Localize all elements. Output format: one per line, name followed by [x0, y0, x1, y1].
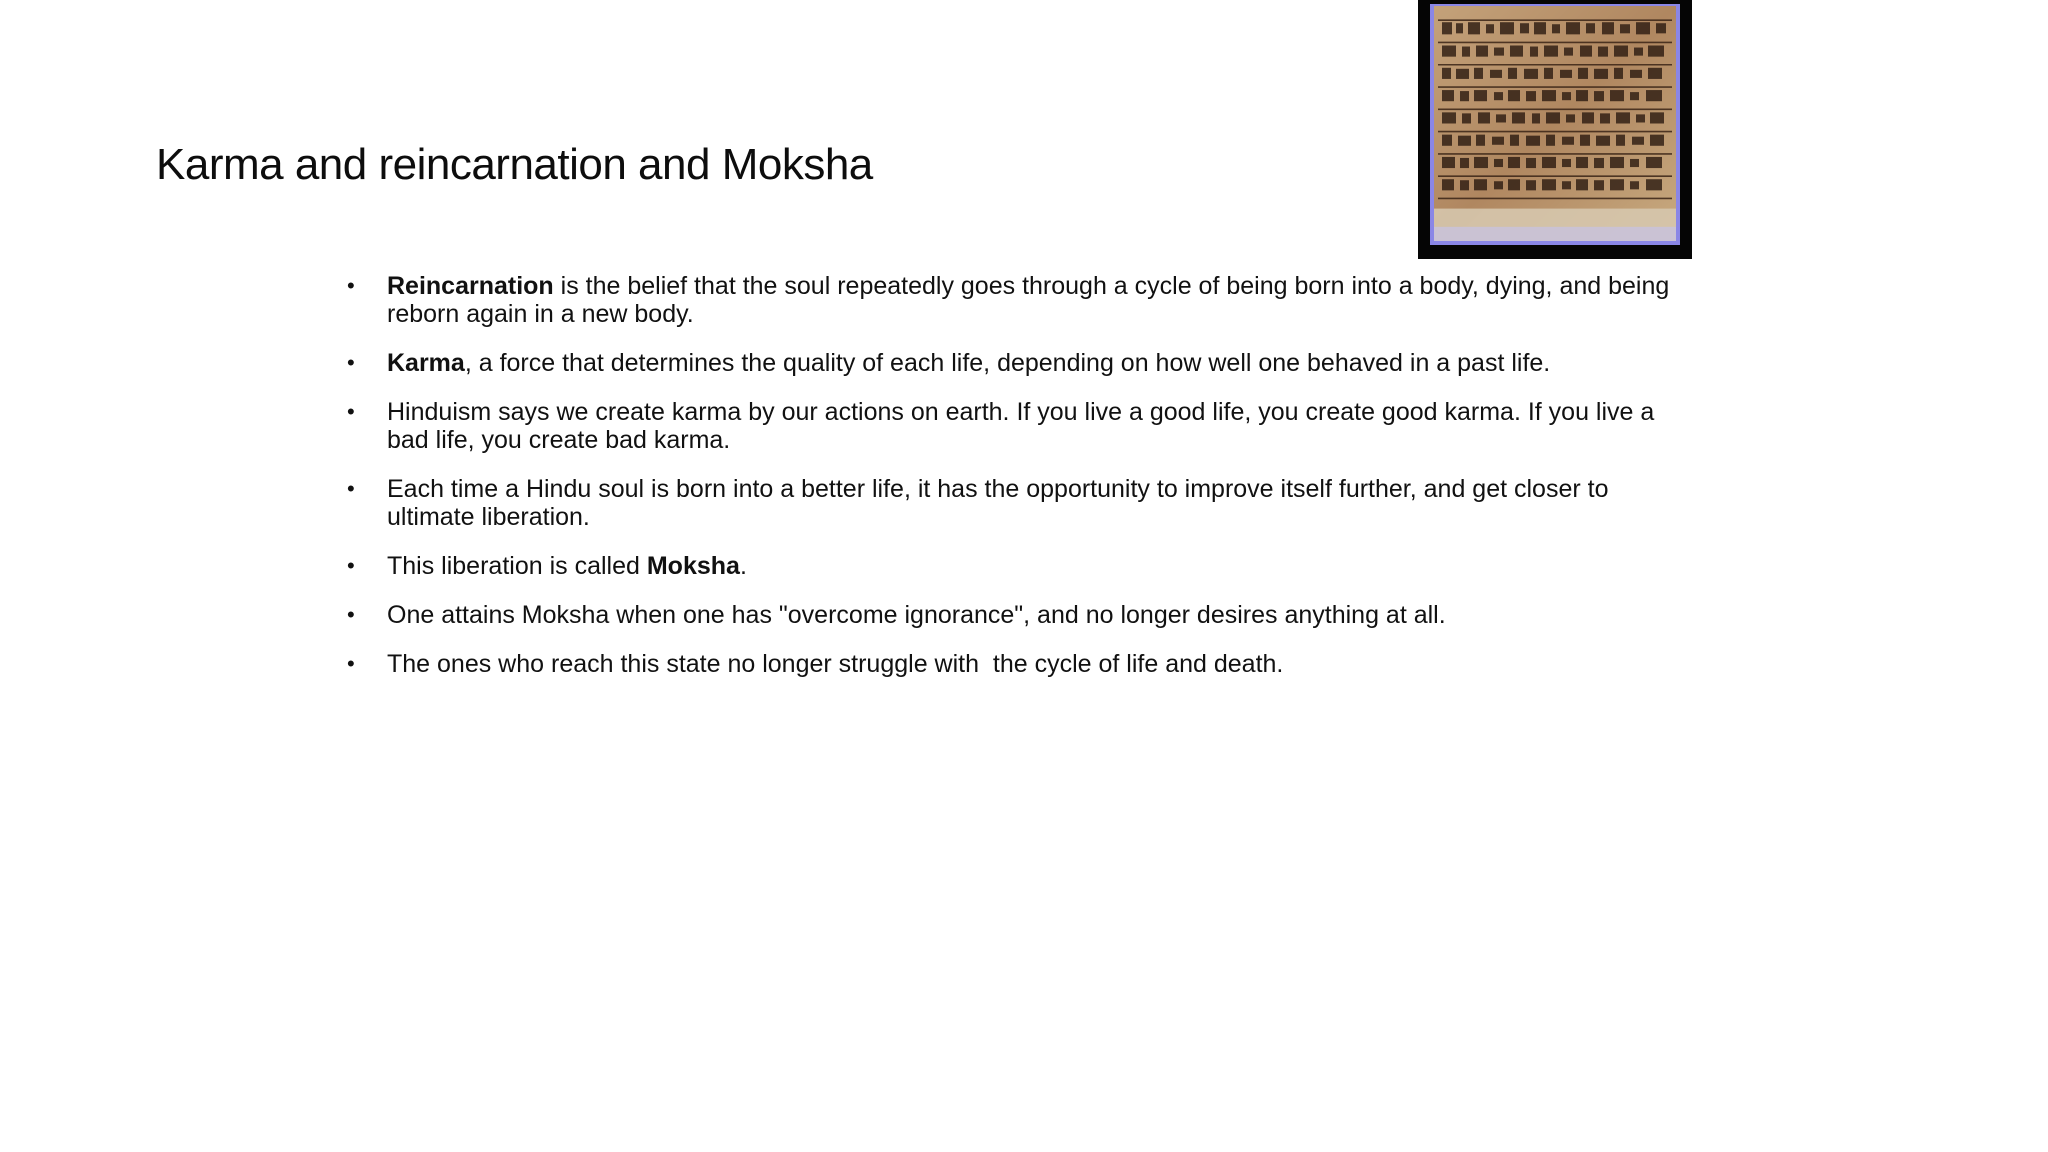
manuscript-image-frame	[1418, 0, 1692, 259]
bullet-lead-term: Reincarnation	[387, 272, 554, 300]
bullet-text: Hinduism says we create karma by our actions on earth. If you live a good life, you create good karma. If you live a bad life, you create bad karma.	[387, 398, 1655, 454]
bullet-text: , a force that determines the quality of each life, depending on how well one behaved in a past life.	[464, 349, 1551, 377]
bullet-item-moksha	[340, 552, 1700, 580]
bullet-item-no-longer-struggle	[340, 650, 1700, 678]
bullet-icon: •	[347, 273, 355, 298]
bullet-icon: •	[347, 651, 355, 676]
sanskrit-manuscript-image	[1430, 4, 1680, 245]
bullet-text: One attains Moksha when one has "overcome ignorance", and no longer desires anything at all.	[387, 601, 1446, 629]
bullet-item-reincarnation	[340, 272, 1700, 328]
bullet-icon: •	[347, 602, 355, 627]
bullet-text: The ones who reach this state no longer struggle with the cycle of life and death.	[387, 650, 1284, 678]
bullet-text: This liberation is called	[387, 552, 647, 580]
bullet-text: Each time a Hindu soul is born into a better life, it has the opportunity to improve itself further, and get closer to ultimate liberation.	[387, 475, 1609, 531]
slide-title: Karma and reincarnation and Moksha	[156, 140, 873, 189]
bullet-item-better-life	[340, 475, 1700, 531]
bullet-lead-term: Karma	[387, 349, 465, 377]
bullet-item-creating-karma	[340, 398, 1700, 454]
bullet-icon: •	[347, 350, 355, 375]
bullet-icon: •	[347, 399, 355, 424]
bullet-item-attains-moksha	[340, 601, 1700, 629]
manuscript-illustration	[1434, 6, 1676, 241]
bullet-list	[340, 272, 1700, 699]
bullet-bold-term: Moksha	[646, 552, 740, 580]
bullet-icon: •	[347, 553, 355, 578]
bullet-tail: .	[739, 552, 747, 580]
bullet-icon: •	[347, 476, 355, 501]
bullet-text: is the belief that the soul repeatedly goes through a cycle of being born into a body, dying, and being reborn again in a new body.	[387, 272, 1670, 328]
bullet-item-karma	[340, 349, 1700, 377]
